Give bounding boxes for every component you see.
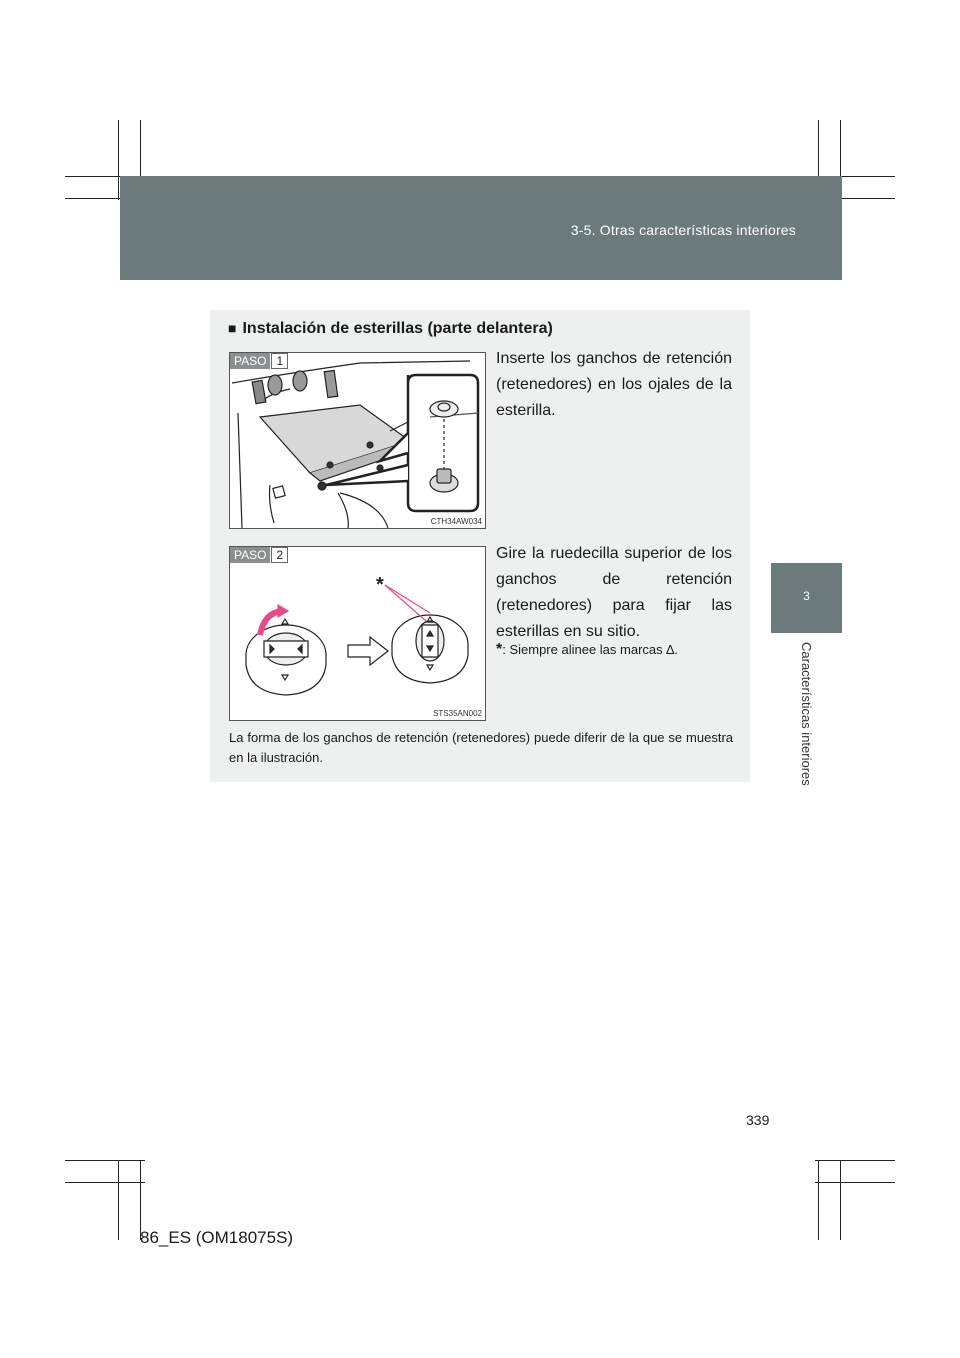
chapter-tab [771, 563, 842, 633]
figure-code: STS35AN002 [433, 709, 482, 718]
step-number: 1 [271, 353, 288, 369]
section-heading [228, 320, 553, 338]
step-word: PASO [230, 353, 270, 369]
crop-mark [840, 1160, 841, 1240]
step-2-text: Gire la ruedecilla superior de los ganchos de retención (retenedores) para fijar las esterillas en su sitio. [496, 545, 732, 640]
heading-bullet-icon: ■ [228, 320, 237, 336]
header-band [120, 176, 842, 280]
step-1-figure [229, 352, 486, 529]
page-number: 339 [746, 1112, 770, 1128]
note-marker: * [496, 641, 503, 658]
crop-mark [818, 1160, 819, 1240]
note-text: : Siempre alinee las marcas ∆. [502, 642, 678, 657]
crop-mark [118, 120, 119, 200]
crop-mark [118, 1160, 119, 1240]
alignment-note [496, 641, 746, 659]
crop-mark [815, 1182, 895, 1183]
floor-mat-illustration [230, 353, 485, 528]
header-title: 3-5. Otras características interiores [570, 222, 796, 238]
retainer-rotation-illustration [230, 547, 485, 720]
figure-caption: La forma de los ganchos de retención (retenedores) puede diferir de la que se muestra en la ilustración. [229, 730, 733, 765]
step-2-figure [229, 546, 486, 721]
chapter-number: 3 [803, 589, 810, 603]
content-box [210, 310, 750, 782]
step-1-label [230, 353, 288, 369]
heading-text: Instalación de esterillas (parte delantera) [242, 320, 553, 337]
figure-code: CTH34AW034 [430, 517, 482, 526]
step-number: 2 [271, 547, 288, 563]
step-2-label [230, 547, 288, 563]
step-word: PASO [230, 547, 270, 563]
crop-mark [815, 1160, 895, 1161]
document-id: 86_ES (OM18075S) [140, 1228, 294, 1247]
step-1-text: Inserte los ganchos de retención (retenedores) en los ojales de la esterilla. [496, 350, 732, 419]
crop-mark [65, 1160, 145, 1161]
chapter-label: Características interiores [799, 642, 814, 786]
crop-mark [65, 1182, 145, 1183]
figure-marker: * [376, 574, 384, 596]
